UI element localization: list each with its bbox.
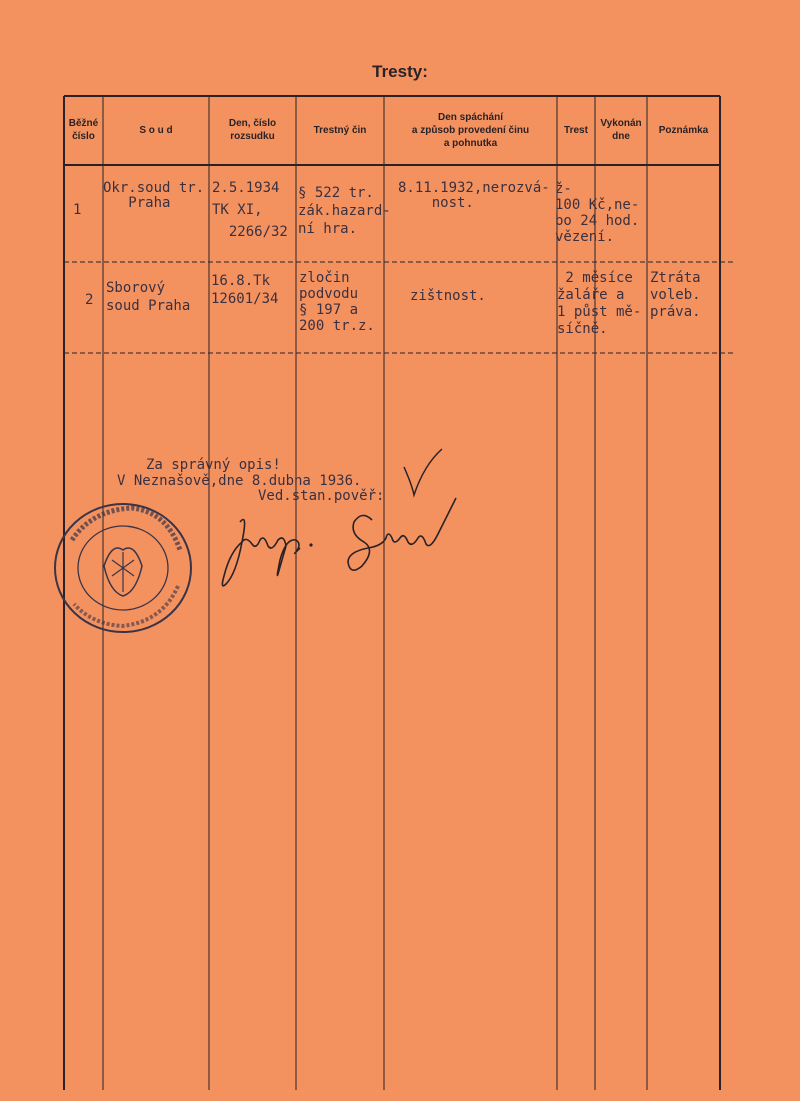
row1-cislo: 1: [73, 202, 82, 218]
row1-spachani: 8.11.1932,nerozvá- nost.: [398, 180, 550, 211]
header-poznamka: Poznámka: [658, 125, 709, 136]
row1-soud: Okr.soud tr. Praha: [103, 180, 205, 211]
row2-poznamka: Ztráta voleb. práva.: [650, 270, 701, 320]
row2-trest: 2 měsíce žaláře a 1 půst mě- síčně.: [557, 270, 642, 337]
row1-den: 2.5.1934 TK XI, 2266/32: [212, 180, 288, 240]
row2-soud: Sborový soud Praha: [106, 280, 191, 314]
row2-den: 16.8.Tk 12601/34: [211, 273, 279, 307]
header-vykonan: Vykonán dne: [600, 118, 642, 142]
header-trestny-cin: Trestný čin: [313, 125, 367, 136]
header-cislo: Běžné číslo: [68, 118, 99, 142]
row2-cislo: 2: [85, 292, 94, 308]
handwritten-signature: [212, 490, 462, 590]
attestation-line3: Ved.stan.pověř:: [258, 488, 385, 504]
attestation-line2: V Neznašově,dne 8.dubna 1936.: [117, 473, 362, 489]
attestation-line1: Za správný opis!: [146, 457, 281, 473]
header-soud: S o u d: [139, 125, 173, 136]
row2-spachani: zištnost.: [410, 288, 486, 304]
official-stamp-icon: [52, 500, 194, 636]
header-trest: Trest: [564, 125, 588, 136]
row1-cin: § 522 tr. zák.hazard- ní hra.: [298, 185, 391, 237]
header-den-cislo: Den, číslo rozsudku: [228, 118, 277, 142]
page-title: Tresty:: [372, 62, 428, 81]
header-spachani: Den spáchání a způsob provedení činu a pohnutka: [411, 112, 530, 149]
row1-trest: ž- 100 Kč,ne- bo 24 hod. vězení.: [555, 181, 640, 245]
row2-cin: zločin podvodu § 197 a 200 tr.z.: [299, 270, 375, 334]
